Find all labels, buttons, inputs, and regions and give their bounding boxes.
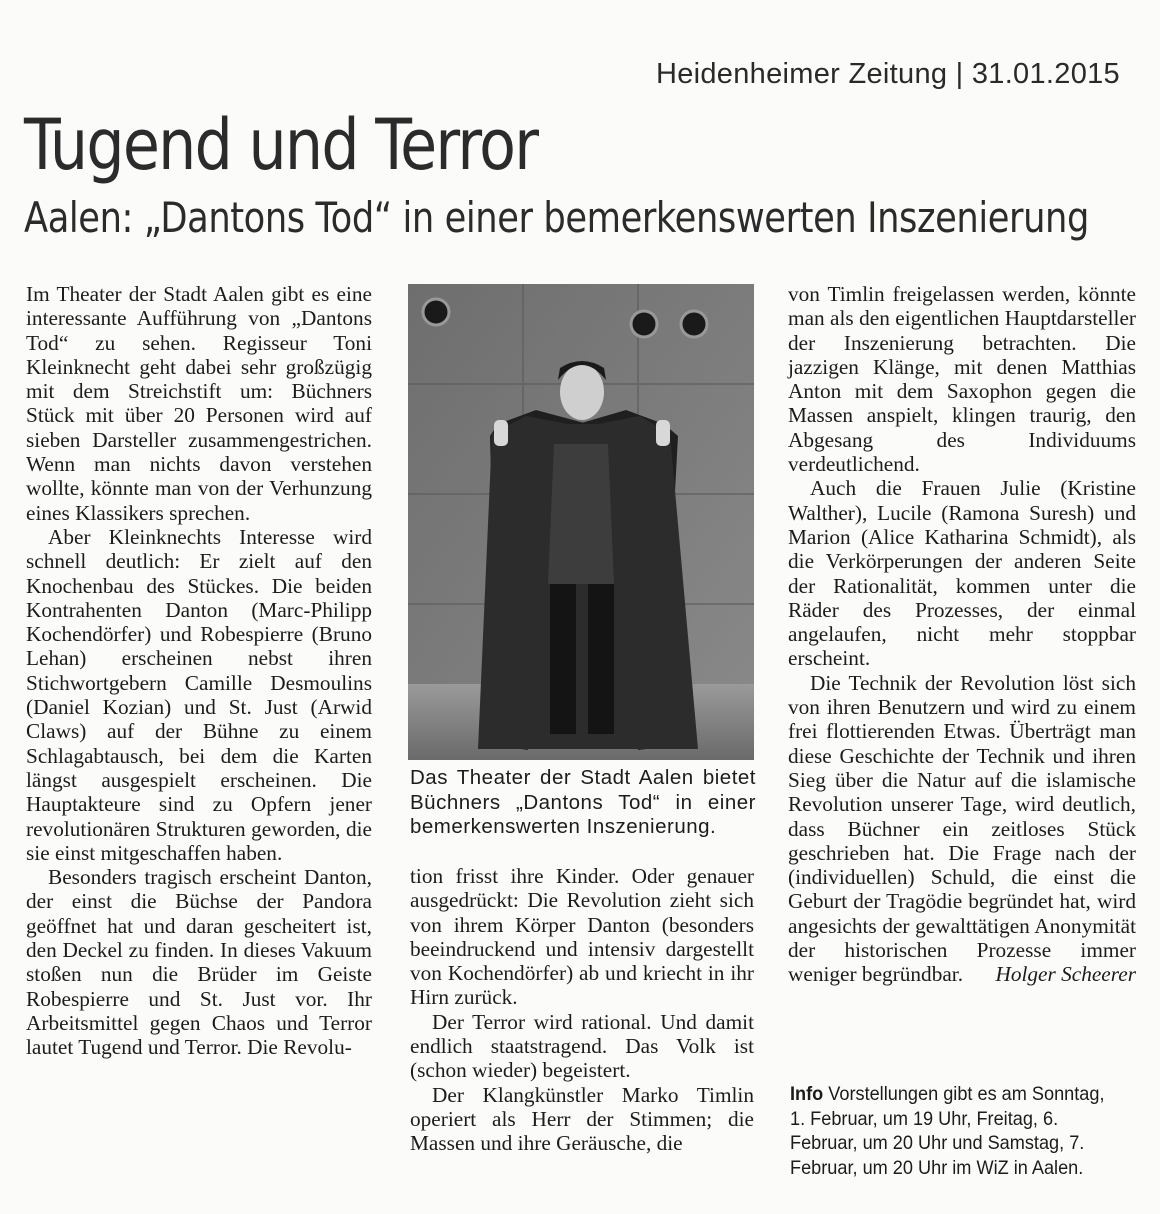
paragraph: Der Klangkünstler Marko Timlin operiert als Herr der Stimmen; die Massen und ihre Geräusche, die	[410, 1082, 754, 1156]
newspaper-source: Heidenheimer Zeitung | 31.01.2015	[655, 58, 1120, 90]
article-column-3	[788, 282, 1136, 987]
paragraph	[788, 671, 1136, 987]
paragraph: Auch die Frauen Julie (Kristine Walther), Lucile (Ramona Suresh) und Marion (Alice Katharina Schmidt), als die Verkörperungen der anderen Seite der Rationalität, kommen unter die Räder des Prozesses, der einmal angelaufen, nicht mehr stoppbar erscheint.	[788, 476, 1136, 671]
paragraph: Der Terror wird rational. Und damit endlich staatstragend. Das Volk ist (schon wieder) begeistert.	[410, 1009, 754, 1083]
headline: Tugend und Terror	[24, 104, 538, 186]
article-column-1	[26, 282, 372, 1060]
paragraph: Im Theater der Stadt Aalen gibt es eine interessante Aufführung von „Dantons Tod“ zu sehen. Regisseur Toni Kleinknecht geht dabei sehr großzügig mit dem Streichstift um: Büchners Stück mit über 20 Personen wird auf sieben Darsteller zusammengestrichen. Wenn man nichts davon verstehen wollte, könnte man von der Verhunzung eines Klassikers sprechen.	[26, 282, 372, 525]
paragraph: Besonders tragisch erscheint Danton, der einst die Büchse der Pandora geöffnet hat und daran gescheitert ist, den Deckel zu finden. In dieses Vakuum stoßen nun die Brüder im Geiste Robespierre und St. Just vor. Ihr Arbeitsmittel gegen Chaos und Terror lautet Tugend und Terror. Die Revolu-	[26, 865, 372, 1060]
article-column-2	[410, 864, 754, 1156]
info-text: Vorstellungen gibt es am Sonntag, 1. Februar, um 19 Uhr, Freitag, 6. Februar, um 20 Uhr und Samstag, 7. Februar, um 20 Uhr im WiZ in Aalen.	[790, 1083, 1105, 1179]
photo-caption: Das Theater der Stadt Aalen bietet Büchners „Dantons Tod“ in einer bemerkenswerten Inszenierung.	[410, 766, 756, 838]
paragraph-text: Die Technik der Revolution löst sich von ihren Benutzern und wird zu einem frei flottierenden Etwas. Überträgt man diese Geschichte der Technik und ihren Sieg über die Natur auf die islamische Revolution unserer Tage, wird deutlich, dass Büchner ein zeitloses Stück geschrieben hat. Die Frage nach der (individuellen) Schuld, die einst die Geburt der Tragödie begründet hat, wird angesichts der gewalttätigen Anonymität der historischen Prozesse immer weniger begründbar.	[788, 670, 1136, 987]
paragraph: von Timlin freigelassen werden, könnte man als den eigentlichen Hauptdarsteller der Inszenierung betrachten. Die jazzigen Klänge, mit denen Matthias Anton mit dem Saxophon gegen die Massen anspielt, klingen traurig, den Abgesang des Individuums verdeutlichend.	[788, 282, 1136, 477]
paragraph: Aber Kleinknechts Interesse wird schnell deutlich: Er zielt auf den Knochenbau des Stückes. Die beiden Kontrahenten Danton (Marc-Philipp Kochendörfer) und Robespierre (Bruno Lehan) erscheinen nebst ihren Stichwortgebern Camille Desmoulins (Daniel Kozian) und St. Just (Arwid Claws) auf der Bühne zu einem Schlagabtausch, bei dem die Karten längst ausgespielt erscheinen. Die Hauptakteure sind zu Opfern jener revolutionären Strukturen geworden, die sie einst mitgeschaffen haben.	[26, 524, 372, 865]
info-box	[790, 1082, 1116, 1180]
author-byline: Holger Scheerer	[995, 962, 1136, 987]
paragraph: tion frisst ihre Kinder. Oder genauer ausgedrückt: Die Revolution zieht sich von ihrem Körper Danton (besonders beeindruckend und intensiv dargestellt von Kochendörfer) ab und kriecht in ihr Hirn zurück.	[410, 864, 754, 1010]
stage-photo	[408, 284, 754, 760]
info-label: Info	[790, 1083, 824, 1105]
subheadline: Aalen: „Dantons Tod“ in einer bemerkenswerten Inszenierung	[24, 193, 1089, 242]
